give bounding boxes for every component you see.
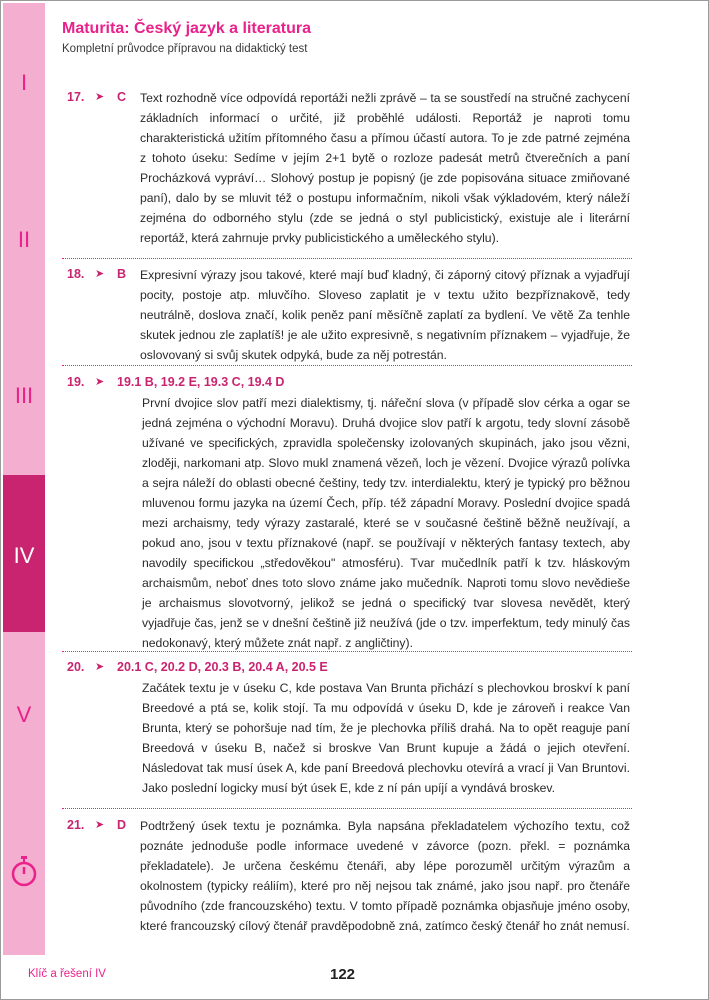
item-answer: 20.1 C, 20.2 D, 20.3 B, 20.4 A, 20.5 E <box>117 660 328 674</box>
arrow-icon: ➤ <box>95 91 105 103</box>
item-explanation: Text rozhodně více odpovídá reportáži nežli zprávě – ta se soustředí na stručné zachycení základních informací o určité, již proběhlé události. Reportáž je naproti tomu charakteristická užitím přítomného času a přímou účastí autora. To je zde patrné zejména z tohoto úseku: Sedíme v jejím 2+1 bytě o rozloze padesát metrů čtverečních a paní Procházková vypráví… Slohový postup je popisný (je zde popisována situace zmiňované paní), dalo by se mluvit též o postupu informačním, nikoli však výkladovém, který náleží zejména do odborného stylu (zde se jedná o styl publicistický, existuje ale i literární reportáž, která zahrnuje prvky publicistického a uměleckého stylu). <box>140 91 630 245</box>
item-explanation: Začátek textu je v úseku C, kde postava Van Brunta přichází s plechovkou broskví k paní Breedové a ptá se, kolik stojí. Ta mu odpovídá v úseku D, kde je zároveň i reakce Van Brunta, který se pohoršuje nad tím, že je plechovka příliš drahá. Na to opět reaguje paní Breedová v úseku B, načež si broskve Van Brunt kupuje a žádá o jejich otevření. Následovat tak musí úsek A, kde paní Breedová plechovku otevírá a vrací ji Van Bruntovi. Jako poslední logicky musí být úsek E, kde z ní pán upíjí a vyndává broskev. <box>142 681 630 795</box>
book-subtitle: Kompletní průvodce přípravou na didaktický test <box>62 43 308 55</box>
item-answer: C <box>117 90 127 104</box>
footer-section-label: Klíč a řešení IV <box>28 968 106 980</box>
page-number: 122 <box>330 966 356 983</box>
item-explanation: Expresivní výrazy jsou takové, které mají buď kladný, či záporný citový příznak a vyjadřují pocity, postoje atp. mluvčího. Sloveso zaplatit je v textu užito bezpříznakově, tedy neutrálně, doslova značí, kolik peněz paní měsíčně zaplatí za bydlení. Ve větě Za tenhle skutek jednou zle zaplatíš! je ale užito expresivně, s negativním příznakem – vyjadřuje, že oslovovaný si svůj skutek odpyká, bude za něj potrestán. <box>140 268 630 362</box>
arrow-icon: ➤ <box>95 819 105 831</box>
section-tab-iii[interactable]: III <box>14 383 34 408</box>
section-tab-iv[interactable]: IV <box>13 543 35 568</box>
divider <box>62 258 632 259</box>
item-number: 20. <box>67 660 85 674</box>
section-tab-ii[interactable]: II <box>17 227 31 252</box>
answer-item-19 <box>62 373 632 653</box>
answer-item-21 <box>62 816 632 956</box>
arrow-icon: ➤ <box>95 661 105 673</box>
divider <box>62 651 632 652</box>
answer-item-17 <box>62 88 632 253</box>
item-number: 17. <box>67 90 85 104</box>
answer-item-18 <box>62 265 632 365</box>
book-title: Maturita: Český jazyk a literatura <box>62 20 311 37</box>
divider <box>62 808 632 809</box>
item-explanation: První dvojice slov patří mezi dialektismy, tj. nářeční slova (v případě slov cérka a ogar se jedná zejména o východní Moravu). Druhá dvojice slov patří k argotu, tedy slovní zásobě užívané ve specifických, zpravidla společensky izolovaných skupinách, jako jsou vězni, zloději, narkomani atp. Slovo mukl znamená vězeň, loch je vězení. Dvojice výrazů polívka a sejra náleží do oblasti obecné češtiny, tedy tzv. interdialektu, který je typický pro běžnou mluvenou formu jazyka na území Čech, příp. též západní Moravy. Poslední dvojice spadá mezi archaismy, tedy výrazy zastaralé, které se v současné češtině běžně neužívají, a pokud ano, jsou v textu příznakové (např. se používají v některých fantasy textech, aby navodily specifickou „středověkou" atmosféru). Tvar mučedlník patří k tzv. hláskovým archaismům, neboť dnes toto slovo známe jako mučedník. Naproti tomu slovo nevědieše je archaismus slovotvorný, jelikož se jedná o specifický tvar slovesa nevědět, který vyjadřuje čas, jenž se v dnešní češtině již neužívá (jde o tzv. imperfektum, tedy minulý čas nedokonavý, který můžete znát např. z angličtiny). <box>142 396 630 650</box>
arrow-icon: ➤ <box>95 376 105 388</box>
divider <box>62 365 632 366</box>
answer-item-20 <box>62 658 632 808</box>
item-number: 21. <box>67 818 85 832</box>
item-answer: B <box>117 267 127 281</box>
item-explanation: Podtržený úsek textu je poznámka. Byla napsána překladatelem výchozího textu, což poznáte jednoduše podle informace uvedené v závorce (pozn. překl. = poznámka překladatele). Je určena českému čtenáři, aby lépe porozuměl určitým výrazům a okolnostem (typicky reáliím), které pro něj nejsou tak známé, jako jsou např. pro čtenáře původního (zde francouzského) textu. V tomto případě poznámka objasňuje jméno osoby, které francouzský cílový čtenář pravděpodobně zná, zatímco český čtenář ho znát nemusí. <box>140 819 630 933</box>
item-answer: 19.1 B, 19.2 E, 19.3 C, 19.4 D <box>117 375 285 389</box>
section-tab-v[interactable]: V <box>16 702 32 727</box>
item-number: 18. <box>67 267 85 281</box>
stopwatch-icon <box>10 855 38 889</box>
item-answer: D <box>117 818 127 832</box>
section-tab-i[interactable]: I <box>20 70 28 95</box>
item-number: 19. <box>67 375 85 389</box>
arrow-icon: ➤ <box>95 268 105 280</box>
